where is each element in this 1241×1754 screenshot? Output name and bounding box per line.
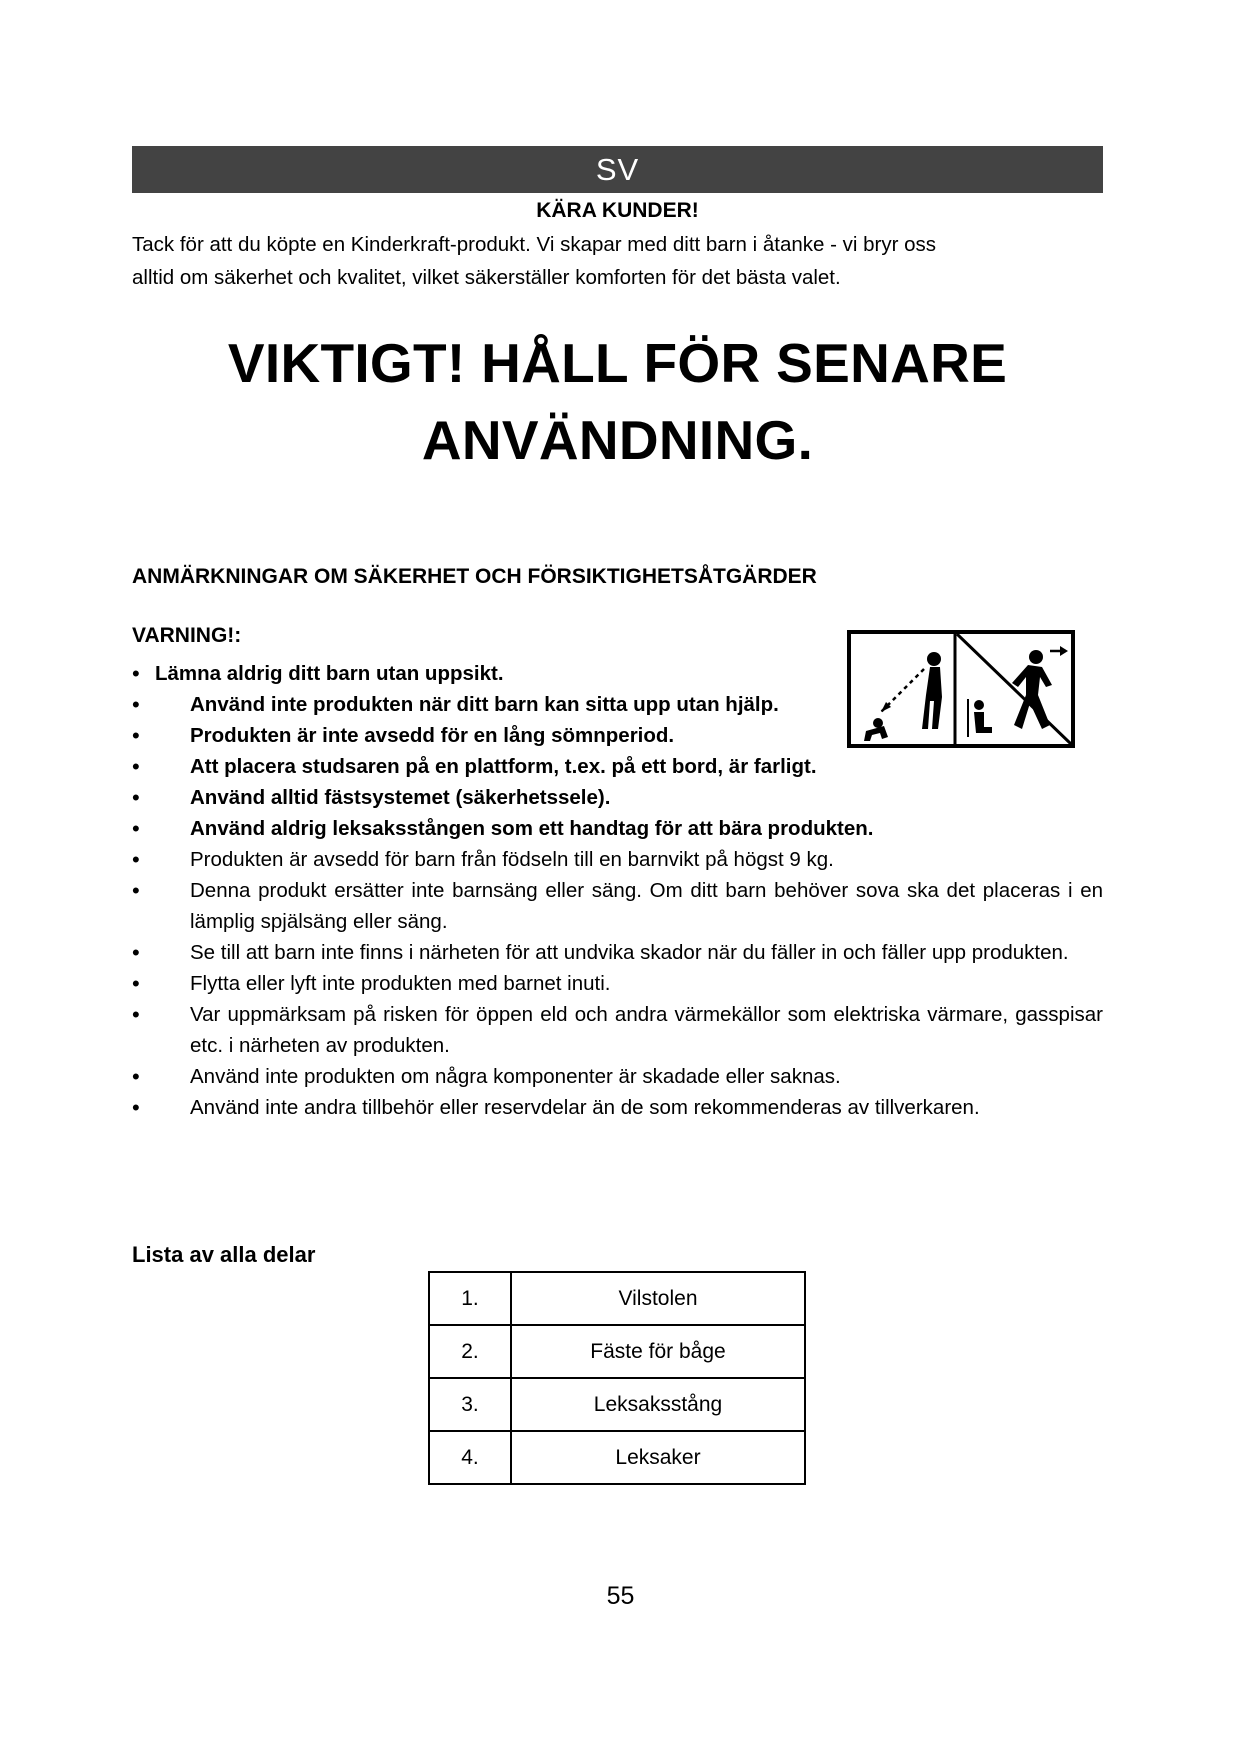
warning-text: Var uppmärksam på risken för öppen eld och andra värmekällor som elektriska värmare, gasspisar etc. i närheten av produkten. xyxy=(190,1003,1103,1057)
part-number: 1. xyxy=(429,1272,511,1325)
warning-item xyxy=(132,968,1103,999)
section-heading: ANMÄRKNINGAR OM SÄKERHET OCH FÖRSIKTIGHETSÅTGÄRDER xyxy=(132,565,817,588)
part-name: Leksaker xyxy=(511,1431,805,1484)
bullet: • xyxy=(132,1095,140,1120)
warning-title: VARNING!: xyxy=(132,624,242,647)
bullet: • xyxy=(132,692,140,717)
warning-list xyxy=(132,658,1103,1123)
warning-text: Använd inte andra tillbehör eller reservdelar än de som rekommenderas av tillverkaren. xyxy=(190,1096,980,1119)
main-heading-line: ANVÄNDNING. xyxy=(421,409,814,471)
language-bar xyxy=(132,146,1103,193)
parts-table xyxy=(428,1271,806,1485)
table-row xyxy=(429,1325,805,1378)
warning-text: Se till att barn inte finns i närheten för att undvika skador när du fäller in och fäller upp produkten. xyxy=(190,941,1069,964)
bullet: • xyxy=(132,723,140,748)
warning-item xyxy=(132,1092,1103,1123)
warning-item xyxy=(132,720,1103,751)
intro-paragraph xyxy=(132,228,1103,294)
warning-text: Använd inte produkten om några komponenter är skadade eller saknas. xyxy=(190,1065,841,1088)
warning-text: Produkten är inte avsedd för en lång sömnperiod. xyxy=(190,724,675,747)
table-row xyxy=(429,1272,805,1325)
main-heading xyxy=(132,325,1103,479)
warning-item xyxy=(132,1061,1103,1092)
warning-item xyxy=(132,813,1103,844)
part-name: Leksaksstång xyxy=(511,1378,805,1431)
bullet: • xyxy=(132,1064,140,1089)
table-row xyxy=(429,1431,805,1484)
warning-item xyxy=(132,751,1103,782)
bullet: • xyxy=(132,754,140,779)
warning-text: Lämna aldrig ditt barn utan uppsikt. xyxy=(155,662,504,685)
warning-text: Använd aldrig leksaksstången som ett handtag för att bära produkten. xyxy=(190,817,874,840)
intro-line: alltid om säkerhet och kvalitet, vilket säkerställer komforten för det bästa valet. xyxy=(132,266,841,289)
warning-item xyxy=(132,689,832,720)
part-name: Vilstolen xyxy=(511,1272,805,1325)
part-number: 3. xyxy=(429,1378,511,1431)
bullet: • xyxy=(132,1002,140,1027)
warning-item xyxy=(132,782,1103,813)
parts-list-heading: Lista av alla delar xyxy=(132,1242,316,1267)
part-number: 4. xyxy=(429,1431,511,1484)
main-heading-line: VIKTIGT! HÅLL FÖR SENARE xyxy=(227,332,1008,394)
warning-item xyxy=(132,937,1103,968)
warning-text: Använd alltid fästsystemet (säkerhetssele). xyxy=(190,786,611,809)
bullet: • xyxy=(132,940,140,965)
part-name: Fäste för båge xyxy=(511,1325,805,1378)
page-number: 55 xyxy=(606,1582,635,1610)
language-code: SV xyxy=(595,152,640,187)
warning-item xyxy=(132,658,832,689)
warning-item xyxy=(132,875,1103,937)
warning-text: Använd inte produkten när ditt barn kan sitta upp utan hjälp. xyxy=(190,693,779,716)
warning-text: Flytta eller lyft inte produkten med barnet inuti. xyxy=(190,972,611,995)
warning-text: Denna produkt ersätter inte barnsäng eller säng. Om ditt barn behöver sova ska det placeras i en lämplig spjälsäng eller säng. xyxy=(190,879,1103,933)
bullet: • xyxy=(132,878,140,903)
warning-item xyxy=(132,999,1103,1061)
bullet: • xyxy=(132,847,140,872)
bullet: • xyxy=(132,816,140,841)
bullet: • xyxy=(132,661,140,686)
warning-text: Produkten är avsedd för barn från födseln till en barnvikt på högst 9 kg. xyxy=(190,848,834,871)
warning-text: Att placera studsaren på en plattform, t.ex. på ett bord, är farligt. xyxy=(190,755,817,778)
bullet: • xyxy=(132,785,140,810)
warning-item xyxy=(132,844,1103,875)
table-row xyxy=(429,1378,805,1431)
bullet: • xyxy=(132,971,140,996)
greeting-heading: KÄRA KUNDER! xyxy=(536,199,699,222)
part-number: 2. xyxy=(429,1325,511,1378)
intro-line: Tack för att du köpte en Kinderkraft-produkt. Vi skapar med ditt barn i åtanke - vi bryr oss xyxy=(132,233,937,256)
